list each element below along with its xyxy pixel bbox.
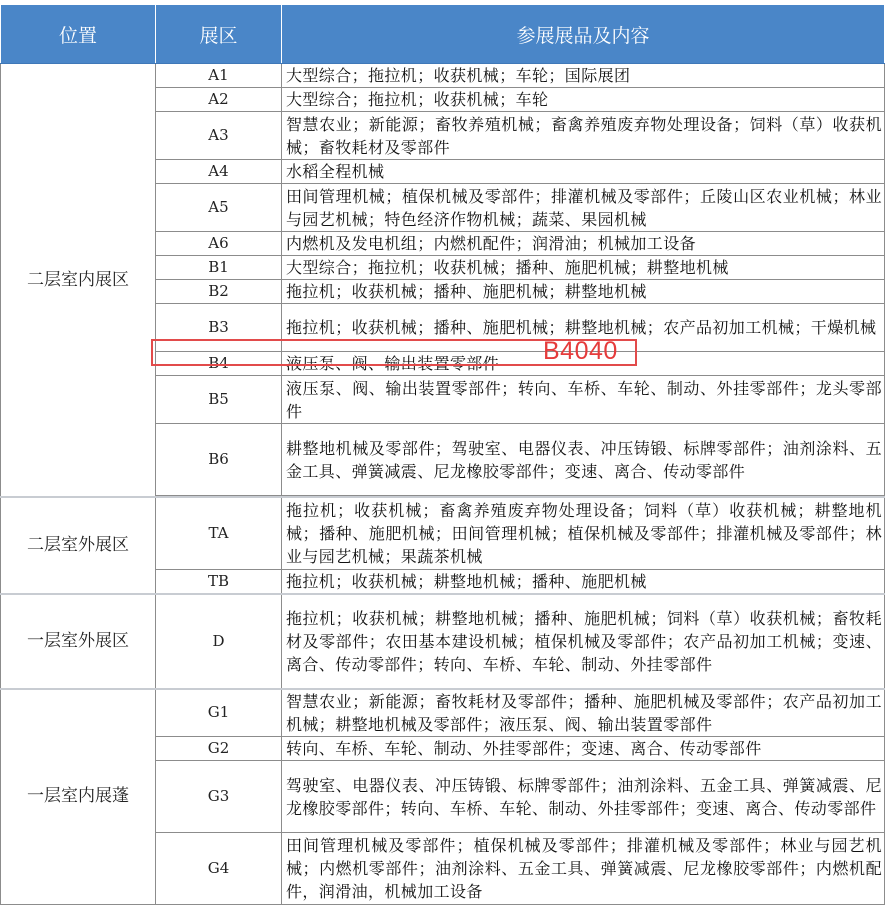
zone-cell: TB	[156, 569, 282, 594]
location-cell: 一层室内展蓬	[1, 689, 156, 905]
location-cell: 一层室外展区	[1, 594, 156, 689]
zone-cell: B6	[156, 424, 282, 496]
content-cell: 田间管理机械；植保机械及零部件；排灌机械及零部件；丘陵山区农业机械；林业与园艺机械；特色经济作物机械；蔬菜、果园机械	[282, 184, 885, 232]
table-row	[1, 64, 885, 88]
content-cell: 大型综合；拖拉机；收获机械；车轮	[282, 88, 885, 112]
zone-cell: G1	[156, 689, 282, 737]
content-cell: 大型综合；拖拉机；收获机械；播种、施肥机械；耕整地机械	[282, 256, 885, 280]
content-cell: 拖拉机；收获机械；畜禽养殖废弃物处理设备；饲料（草）收获机械；耕整地机械；播种、施肥机械；田间管理机械；植保机械及零部件；排灌机械及零部件；林业与园艺机械；果蔬茶机械	[282, 497, 885, 569]
location-cell: 二层室外展区	[1, 497, 156, 594]
content-cell: 拖拉机；收获机械；播种、施肥机械；耕整地机械	[282, 280, 885, 304]
header-content: 参展展品及内容	[282, 5, 885, 64]
zone-cell: G2	[156, 737, 282, 761]
content-cell: 驾驶室、电器仪表、冲压铸锻、标牌零部件；油剂涂料、五金工具、弹簧减震、尼龙橡胶零部件；转向、车桥、车轮、制动、外挂零部件；变速、离合、传动零部件	[282, 761, 885, 833]
content-cell: 液压泵、阀、输出装置零部件；转向、车桥、车轮、制动、外挂零部件；龙头零部件	[282, 376, 885, 424]
zone-cell: B5	[156, 376, 282, 424]
zone-cell: A6	[156, 232, 282, 256]
zone-cell: A5	[156, 184, 282, 232]
content-cell: 智慧农业；新能源；畜牧养殖机械；畜禽养殖废弃物处理设备；饲料（草）收获机械；畜牧耗材及零部件	[282, 112, 885, 160]
content-cell: 拖拉机；收获机械；耕整地机械；播种、施肥机械	[282, 569, 885, 594]
content-cell: 拖拉机；收获机械；播种、施肥机械；耕整地机械；农产品初加工机械；干燥机械	[282, 304, 885, 352]
content-cell: 耕整地机械及零部件；驾驶室、电器仪表、冲压铸锻、标牌零部件；油剂涂料、五金工具、弹簧减震、尼龙橡胶零部件；变速、离合、传动零部件	[282, 424, 885, 496]
content-cell: 拖拉机；收获机械；耕整地机械；播种、施肥机械；饲料（草）收获机械；畜牧耗材及零部件；农田基本建设机械；植保机械及零部件；农产品初加工机械；变速、离合、传动零部件；转向、车桥、车轮、制动、外挂零部件	[282, 594, 885, 689]
table-row	[1, 497, 885, 569]
zone-cell: B1	[156, 256, 282, 280]
zone-cell: G4	[156, 833, 282, 905]
zone-cell: A1	[156, 64, 282, 88]
overlay-label: B4040	[543, 337, 618, 365]
zone-cell: B3	[156, 304, 282, 352]
table-header-row	[1, 5, 885, 64]
zone-cell: A3	[156, 112, 282, 160]
content-cell: 田间管理机械及零部件；植保机械及零部件；排灌机械及零部件；林业与园艺机械；内燃机零部件；油剂涂料、五金工具、弹簧减震、尼龙橡胶零部件；内燃机配件，润滑油，机械加工设备	[282, 833, 885, 905]
content-cell: 内燃机及发电机组；内燃机配件；润滑油；机械加工设备	[282, 232, 885, 256]
header-zone: 展区	[156, 5, 282, 64]
header-location: 位置	[1, 5, 156, 64]
exhibition-table	[0, 4, 885, 905]
zone-cell: A4	[156, 160, 282, 184]
zone-cell: G3	[156, 761, 282, 833]
content-cell: 大型综合；拖拉机；收获机械；车轮；国际展团	[282, 64, 885, 88]
table-row	[1, 594, 885, 689]
zone-cell: TA	[156, 497, 282, 569]
location-cell: 二层室内展区	[1, 64, 156, 498]
zone-cell: A2	[156, 88, 282, 112]
content-cell: 水稻全程机械	[282, 160, 885, 184]
content-cell: 转向、车桥、车轮、制动、外挂零部件；变速、离合、传动零部件	[282, 737, 885, 761]
zone-cell: B4	[156, 352, 282, 376]
zone-cell: D	[156, 594, 282, 689]
content-cell: 智慧农业；新能源；畜牧耗材及零部件；播种、施肥机械及零部件；农产品初加工机械；耕整地机械及零部件；液压泵、阀、输出装置零部件	[282, 689, 885, 737]
zone-cell: B2	[156, 280, 282, 304]
table-row	[1, 689, 885, 737]
content-cell: 液压泵、阀、输出装置零部件	[282, 352, 885, 376]
